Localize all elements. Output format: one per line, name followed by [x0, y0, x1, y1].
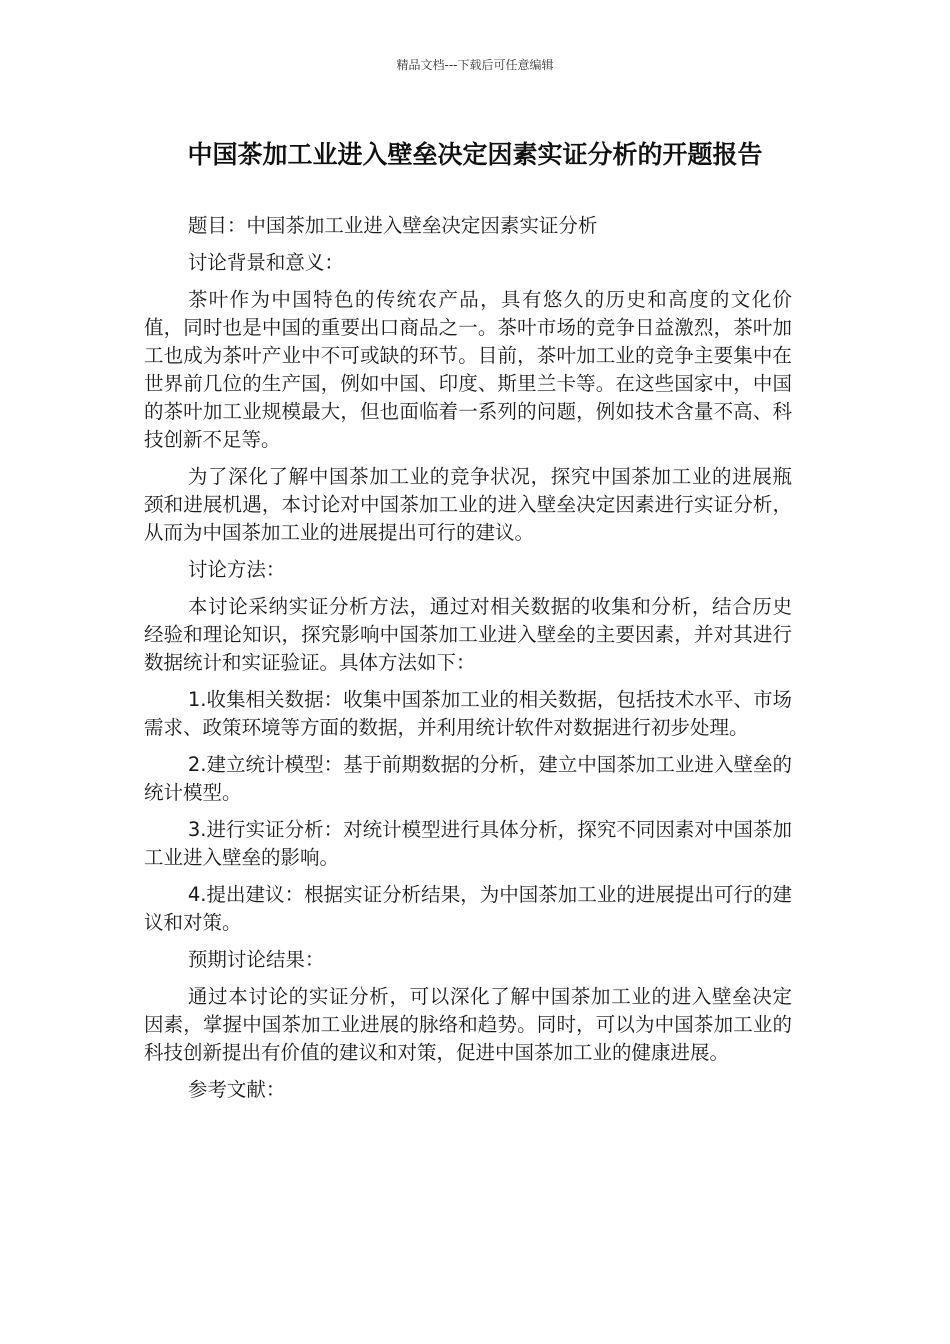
method-step-1: 1.收集相关数据：收集中国茶加工业的相关数据，包括技术水平、市场需求、政策环境等方面的数据，并利用统计软件对数据进行初步处理。	[144, 688, 792, 739]
method-step-2: 2.建立统计模型：基于前期数据的分析，建立中国茶加工业进入壁垒的统计模型。	[144, 753, 792, 804]
section-heading-references: 参考文献：	[187, 1078, 286, 1101]
paragraph-expected-results: 通过本讨论的实证分析，可以深化了解中国茶加工业的进入壁垒决定因素，掌握中国茶加工业进展的脉络和趋势。同时，可以为中国茶加工业的科技创新提出有价值的建议和对策，促进中国茶加工业的健康进展。	[144, 985, 792, 1064]
section-heading-methods: 讨论方法：	[187, 558, 286, 581]
header-note: 精品文档---下载后可任意编辑	[396, 58, 554, 72]
method-step-4: 4.提出建议：根据实证分析结果，为中国茶加工业的进展提出可行的建议和对策。	[144, 883, 792, 934]
section-heading-background: 讨论背景和意义：	[187, 251, 344, 274]
paragraph-background: 茶叶作为中国特色的传统农产品，具有悠久的历史和高度的文化价值，同时也是中国的重要出口商品之一。茶叶市场的竞争日益激烈，茶叶加工也成为茶叶产业中不可或缺的环节。目前，茶叶加工业的竞争主要集中在世界前几位的生产国，例如中国、印度、斯里兰卡等。在这些国家中，中国的茶叶加工业规模最大，但也面临着一系列的问题，例如技术含量不高、科技创新不足等。	[144, 288, 792, 451]
topic-line: 题目：中国茶加工业进入壁垒决定因素实证分析	[187, 214, 598, 237]
method-step-3: 3.进行实证分析：对统计模型进行具体分析，探究不同因素对中国茶加工业进入壁垒的影响。	[144, 818, 792, 869]
section-heading-expected-results: 预期讨论结果：	[187, 948, 325, 971]
paragraph-methods-intro: 本讨论采纳实证分析方法，通过对相关数据的收集和分析，结合历史经验和理论知识，探究影响中国茶加工业进入壁垒的主要因素，并对其进行数据统计和实证验证。具体方法如下：	[144, 595, 792, 674]
paragraph-purpose: 为了深化了解中国茶加工业的竞争状况，探究中国茶加工业的进展瓶颈和进展机遇，本讨论对中国茶加工业的进入壁垒决定因素进行实证分析，从而为中国茶加工业的进展提出可行的建议。	[144, 465, 792, 544]
document-title: 中国茶加工业进入壁垒决定因素实证分析的开题报告	[187, 140, 763, 169]
document-body	[144, 212, 792, 1113]
